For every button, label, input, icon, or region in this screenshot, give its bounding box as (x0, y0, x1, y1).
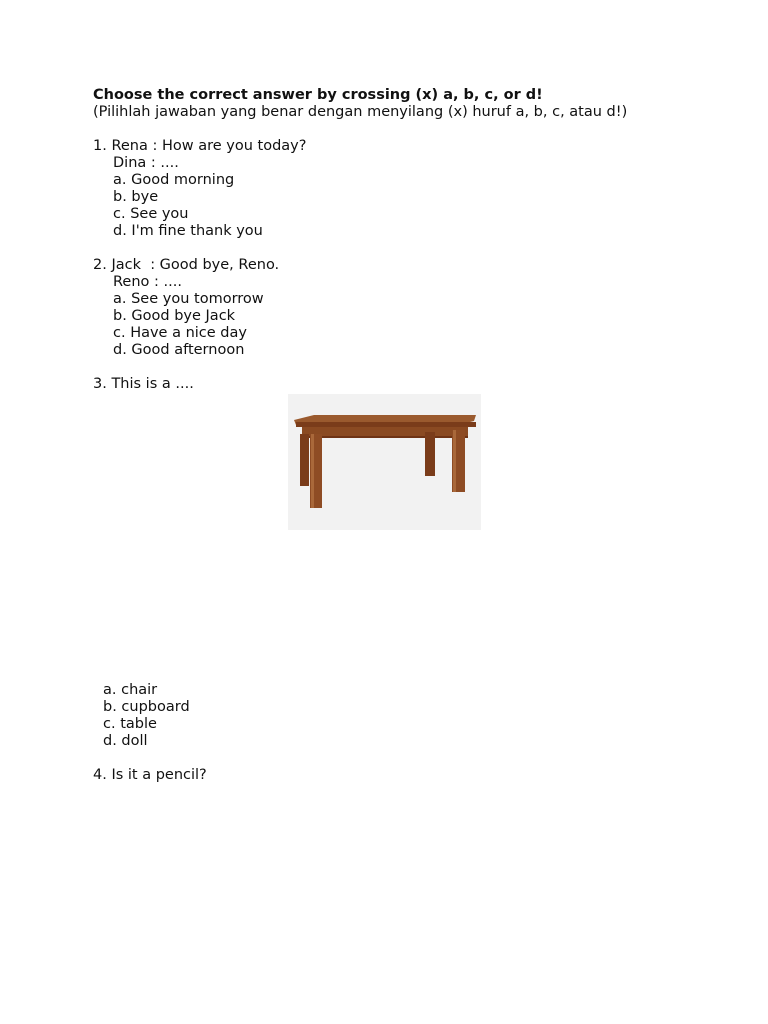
question-3-option-d: d. doll (103, 733, 148, 749)
question-3-option-b: b. cupboard (103, 699, 190, 715)
question-3-option-a: a. chair (103, 682, 158, 698)
instruction-subtitle: (Pilihlah jawaban yang benar dengan menyilang (x) huruf a, b, c, atau d!) (93, 104, 628, 120)
question-1-option-a: a. Good morning (113, 172, 235, 188)
question-1-line-1: 1. Rena : How are you today? (93, 138, 307, 154)
question-2-option-c: c. Have a nice day (113, 325, 247, 341)
question-2-option-d: d. Good afternoon (113, 342, 245, 358)
question-3-line-1: 3. This is a .... (93, 376, 194, 392)
question-2-option-b: b. Good bye Jack (113, 308, 236, 324)
question-1-line-2: Dina : .... (113, 155, 179, 171)
question-2-line-1: 2. Jack : Good bye, Reno. (93, 257, 280, 273)
question-3-option-c: c. table (103, 716, 157, 732)
question-2-line-2: Reno : .... (113, 274, 182, 290)
question-2-option-a: a. See you tomorrow (113, 291, 264, 307)
question-1-option-d: d. I'm fine thank you (113, 223, 263, 239)
instruction-title: Choose the correct answer by crossing (x) a, b, c, or d! (93, 87, 543, 103)
question-1-option-b: b. bye (113, 189, 159, 205)
table-picture-icon (288, 394, 481, 530)
question-4-line-1: 4. Is it a pencil? (93, 767, 207, 783)
question-1-option-c: c. See you (113, 206, 189, 222)
